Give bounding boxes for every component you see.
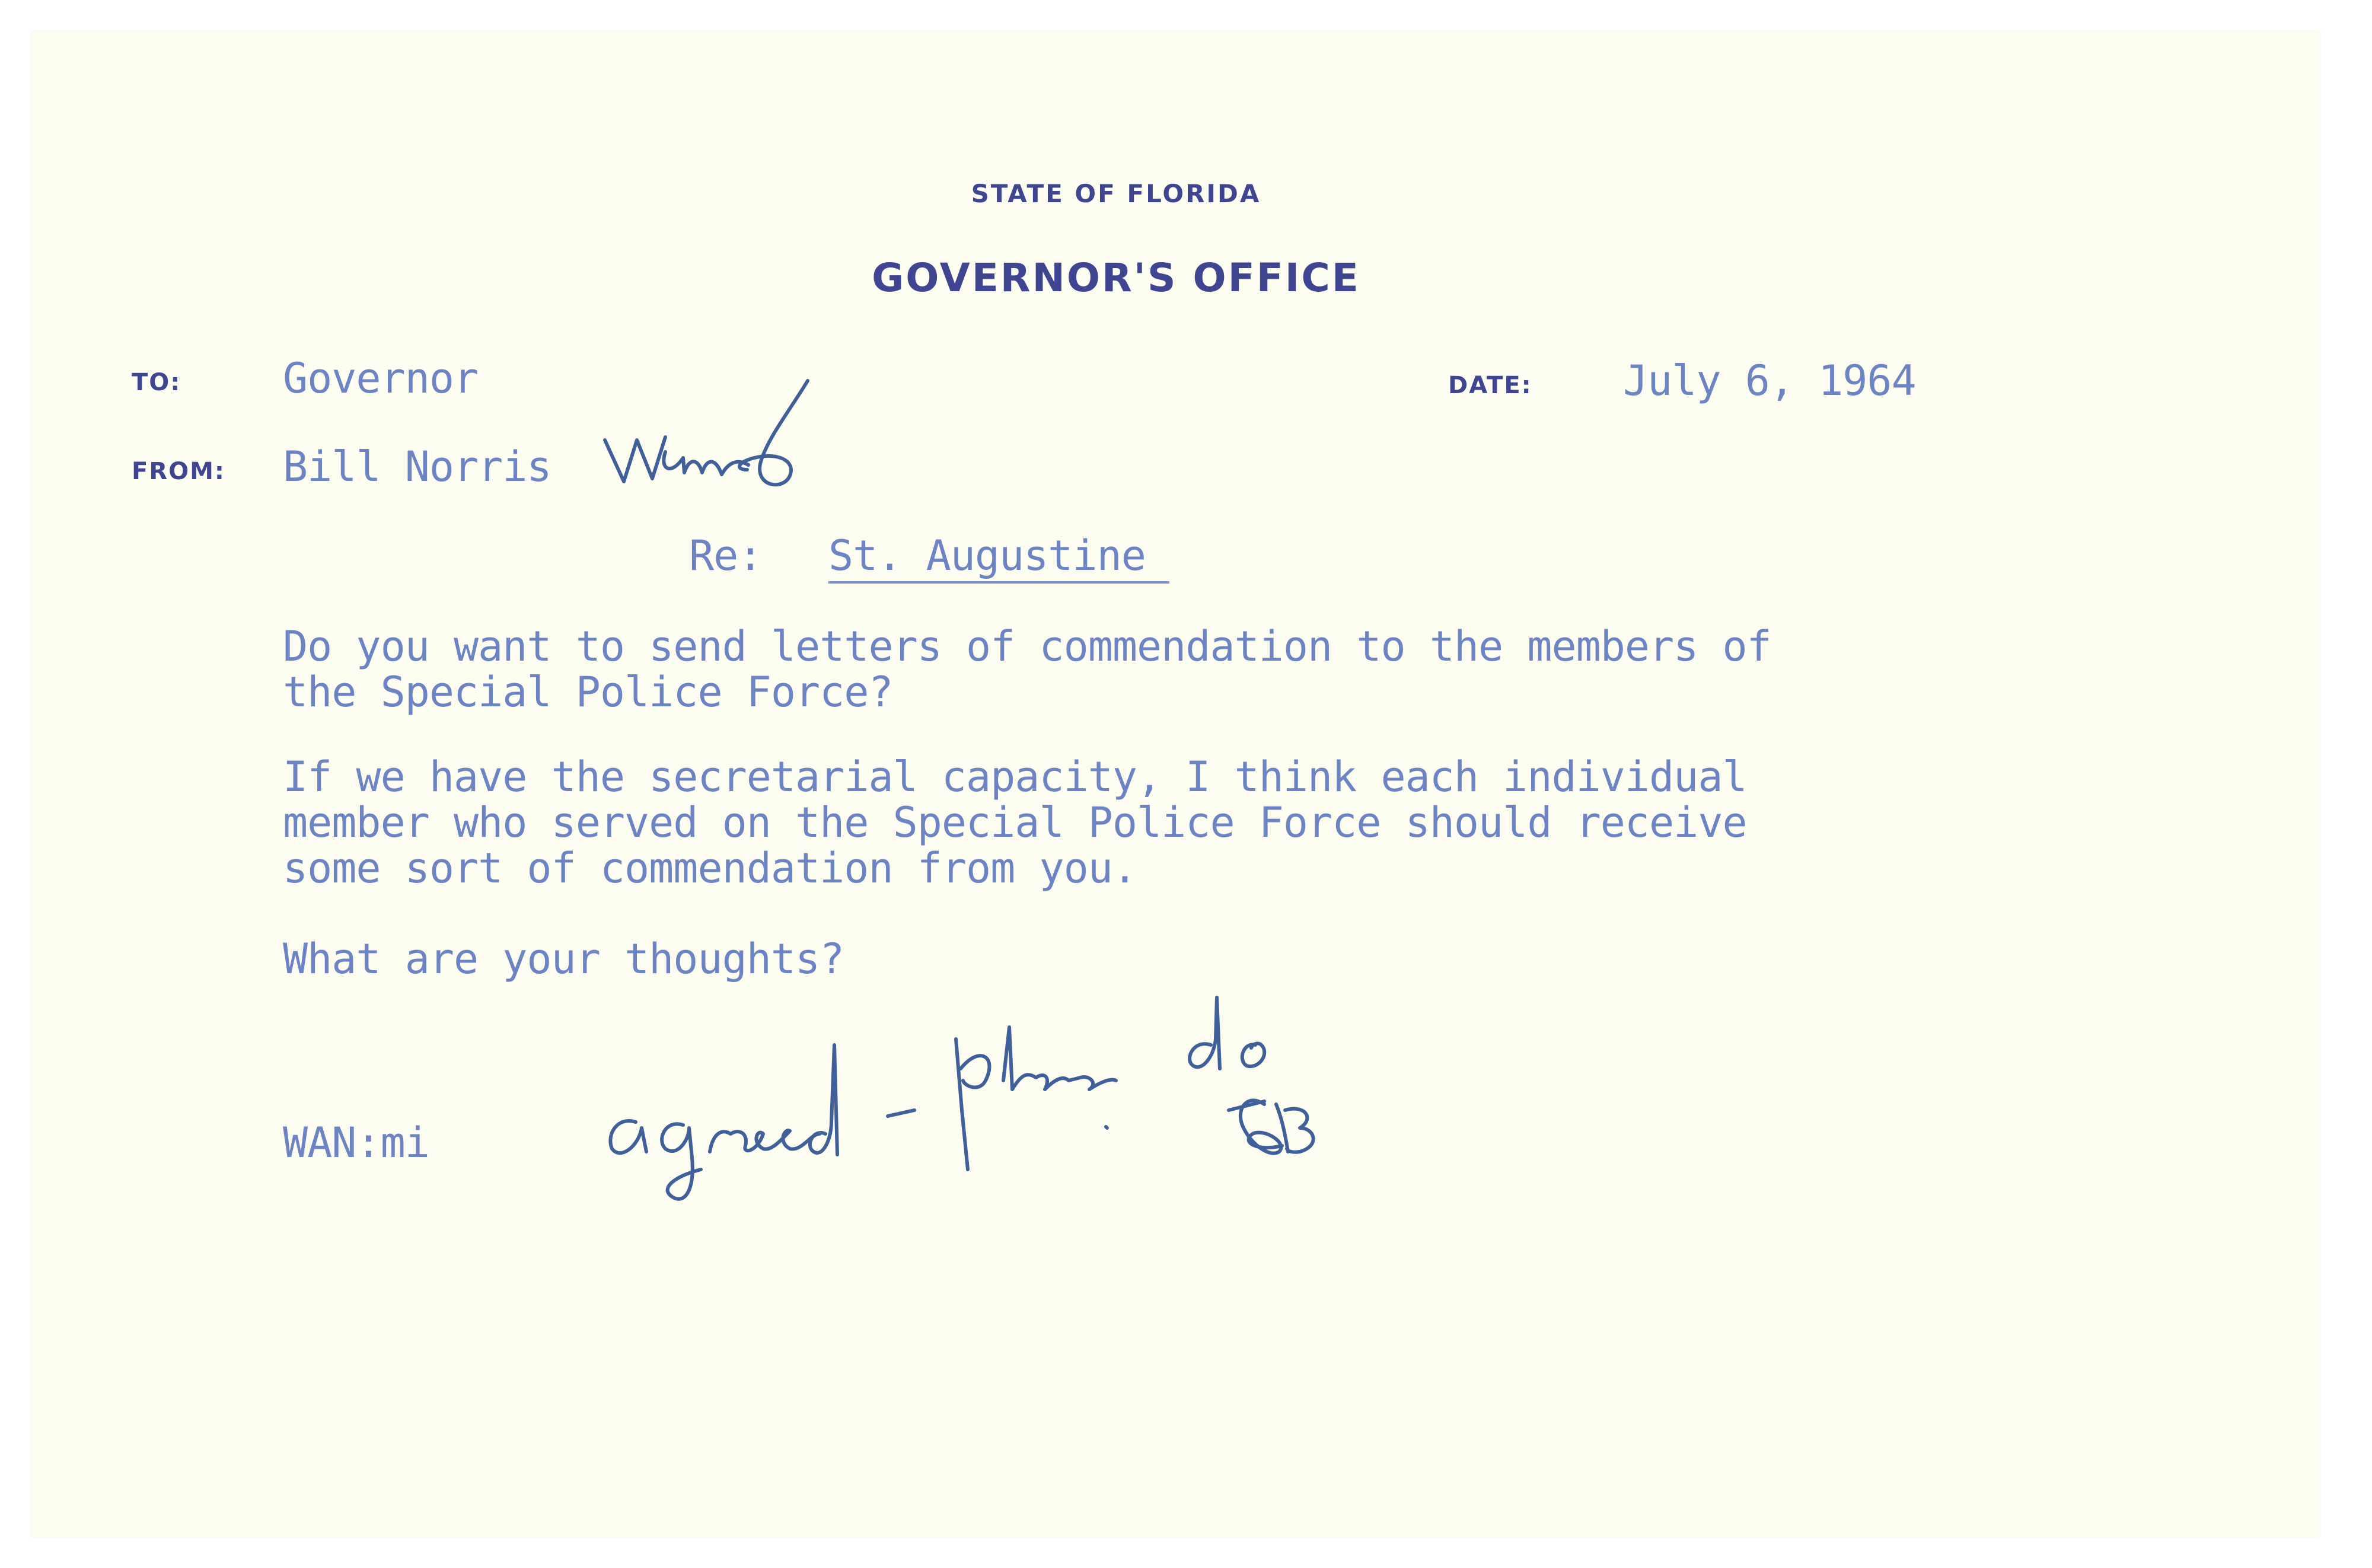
to-value: Governor	[283, 354, 479, 403]
body-line: some sort of commendation from you.	[283, 844, 1137, 893]
body-paragraph-3: What are your thoughts?	[283, 935, 844, 983]
from-value: Bill Norris	[283, 442, 551, 491]
body-paragraph-1	[283, 624, 1771, 715]
letterhead-office: GOVERNOR'S OFFICE	[872, 255, 1360, 301]
body-line: member who served on the Special Police Force should receive	[283, 798, 1747, 847]
body-paragraph-2	[283, 754, 1747, 891]
re-label: Re:	[689, 531, 763, 580]
memo-page	[31, 31, 2320, 1537]
date-label: DATE:	[1448, 372, 1532, 399]
letterhead-state: STATE OF FLORIDA	[971, 179, 1261, 208]
date-value: July 6, 1964	[1623, 356, 1916, 405]
re-subject: St. Augustine	[828, 533, 1169, 584]
body-line: the Special Police Force?	[283, 668, 893, 716]
typist-initials: WAN:mi	[283, 1118, 429, 1167]
to-label: TO:	[132, 369, 181, 396]
from-label: FROM:	[132, 458, 225, 485]
body-line: If we have the secretarial capacity, I think each individual	[283, 753, 1747, 801]
handwritten-response	[594, 956, 1424, 1229]
body-line: Do you want to send letters of commendation to the members of	[283, 622, 1771, 671]
handwritten-initials-wan	[600, 369, 849, 505]
